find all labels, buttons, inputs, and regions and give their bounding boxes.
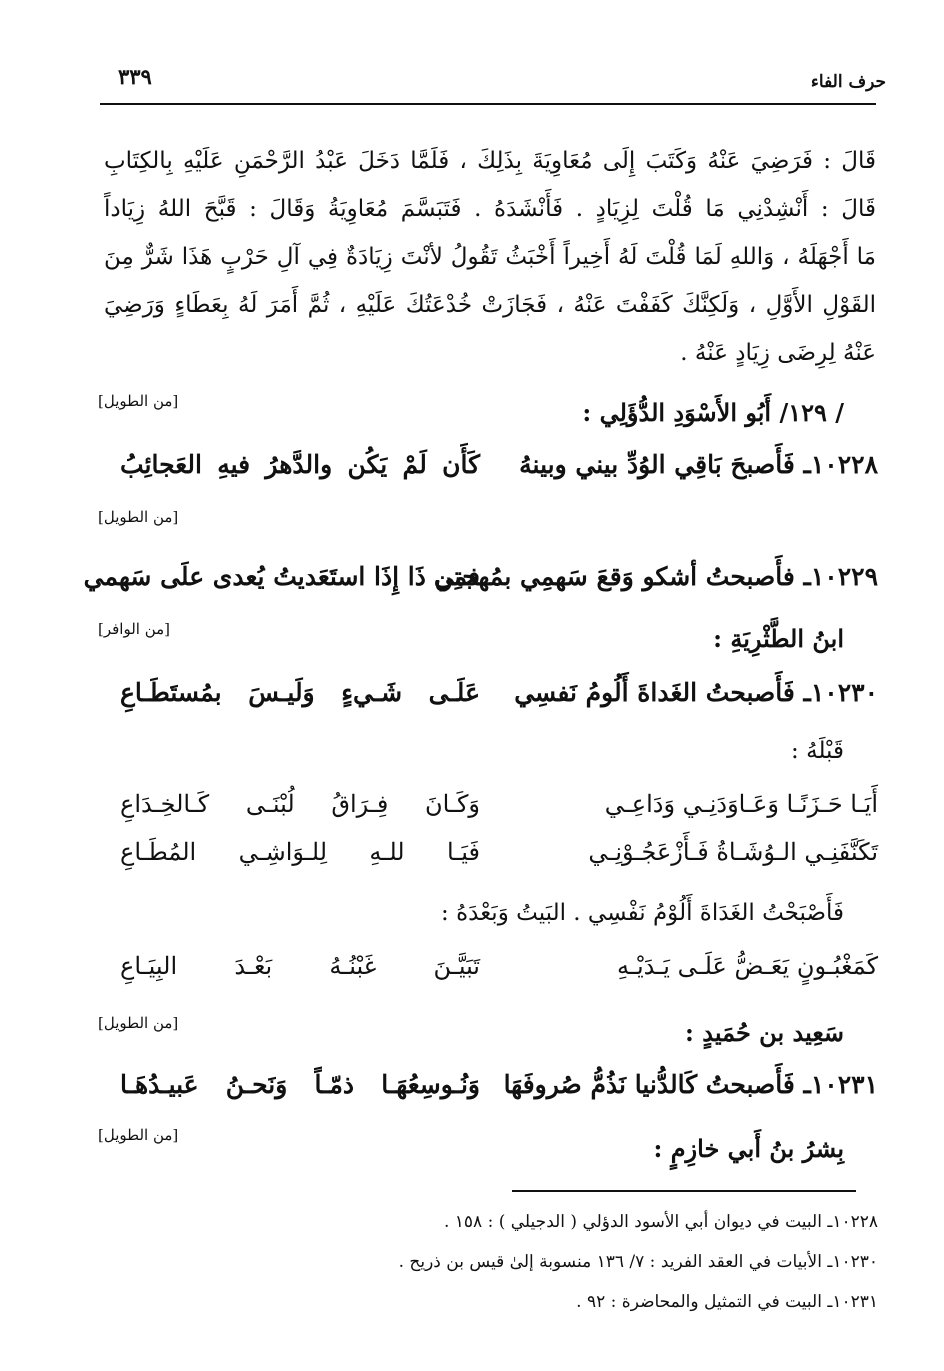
- verse-second-hemistich: عَلَـى شَـيءٍ وَلَيـسَ بمُستَطَـاعِ: [120, 678, 480, 707]
- meter-label: [من الوافر]: [98, 620, 171, 638]
- intro-line-2: قَالَ : أَنْشِدْنِي مَا قُلْتَ لِزِيَادٍ . فَأَنْشَدَهُ . فَتَبَسَّمَ مُعَاوِيَةُ وَقَالَ : قَبَّحَ اللهُ زِيَاداً: [104, 196, 876, 222]
- footnote-rule: [512, 1190, 856, 1192]
- verse-first-hemistich: كَمَغْبُـونٍ يَعَـضُّ عَلَـى يَـدَيْـهِ: [617, 952, 878, 980]
- verse-first-hemistich: ١٠٢٢٨ـ فَأَصبحَ بَاقِي الوُدِّ بيني وبينهُ: [519, 450, 878, 479]
- verse-first-hemistich: تَكَنَّفَنِـي الـوُشَـاةُ فَـأَزْعَجُـوْنِـي: [588, 838, 878, 866]
- footnote-10231: ١٠٢٣١ـ البيت في التمثيل والمحاضرة : ٩٢ .: [576, 1292, 878, 1312]
- meter-label: [من الطويل]: [98, 508, 179, 526]
- verse-10231: [120, 1070, 878, 1110]
- verse-10228: [120, 450, 878, 490]
- verse-second-hemistich: كَأَن لَمْ يَكُن والدَّهرُ فيهِ العَجائِبُ: [120, 450, 480, 479]
- after-line: فَأَصْبَحْتُ الغَدَاةَ أَلُوْمُ نَفْسِي . البَيتُ وَبَعْدَهُ :: [441, 900, 844, 926]
- verse-second-hemistich: فَيَـا للـهِ لِلـوَاشِـي المُطَـاعِ: [120, 838, 480, 866]
- meter-label: [من الطويل]: [98, 1126, 179, 1144]
- footnote-10230: ١٠٢٣٠ـ الأبيات في العقد الفريد : ٧/ ١٣٦ منسوبة إلىٰ قيس بن ذريح .: [398, 1252, 878, 1272]
- verse-10230: [120, 678, 878, 718]
- verse-second-hemistich: فمن ذَا إِذَا استَعَديتُ يُعدى علَى سَهمي: [83, 562, 480, 591]
- page-number: ٣٣٩: [118, 64, 152, 89]
- footnote-10228: ١٠٢٢٨ـ البيت في ديوان أبي الأسود الدؤلي ( الدجيلي ) : ١٥٨ .: [443, 1212, 878, 1232]
- intro-line-5: عَنْهُ لِرِضَى زِيَادٍ عَنْهُ .: [680, 340, 876, 366]
- verse-first-hemistich: ١٠٢٢٩ـ فأَصبحتُ أشكو وَقعَ سَهمِي بمُهجتِي: [433, 562, 878, 591]
- meter-label: [من الطويل]: [98, 392, 179, 410]
- verse-first-hemistich: ١٠٢٣١ـ فَأَصبحتُ كَالدُّنيا نَذُمُّ صُروفَهَا: [503, 1070, 878, 1099]
- verse-second-hemistich: وَكَـانَ فِـرَاقُ لُبْنَـى كَـالخِـدَاعِ: [120, 790, 480, 818]
- poet-heading-said: سَعِيد بن حُمَيدٍ :: [685, 1018, 844, 1047]
- verse-first-hemistich: أَيَـا حَـزَنًـا وَعَـاوَدَنِـي وَدَاعِـي: [604, 790, 878, 818]
- qablahu-label: قَبْلَهُ :: [791, 738, 844, 764]
- verse-before-1: [120, 790, 878, 830]
- verse-before-2: [120, 838, 878, 878]
- verse-after: [120, 952, 878, 992]
- poet-heading-abu-al-aswad: / ١٢٩/ أَبُو الأَسْوَدِ الدُّؤَلِي :: [582, 398, 844, 427]
- chapter-title: حرف الفاء: [810, 72, 886, 92]
- poet-heading-ibn-altathriya: ابنُ الطَّثْرِيَةِ :: [713, 624, 844, 653]
- verse-second-hemistich: تَبَيَّـنَ غَبْنُـهُ بَعْـدَ البِيَـاعِ: [120, 952, 480, 980]
- header-rule: [100, 103, 876, 105]
- verse-first-hemistich: ١٠٢٣٠ـ فَأَصبحتُ الغَداةَ أَلُومُ نَفسِي: [514, 678, 878, 707]
- verse-second-hemistich: وَنُـوسِعُهَـا ذمّـاً وَنَحـنُ عَبيـدُهَـا: [120, 1070, 480, 1099]
- poet-heading-bishr: بِشرُ بنُ أَبي خازِمٍ :: [653, 1134, 844, 1163]
- verse-10229: [83, 562, 878, 602]
- intro-line-1: قَالَ : فَرَضِيَ عَنْهُ وَكَتَبَ إِلَى مُعَاوِيَةَ بِذَلِكَ ، فَلَمَّا دَخَلَ عَبْدُ الرَّحْمَنِ عَلَيْهِ بِالكِتَابِ: [104, 148, 876, 174]
- intro-line-4: القَوْلِ الأَوَّلِ ، وَلَكِنَّكَ كَفَفْتَ عَنْهُ ، فَجَازَتْ خُدْعَتُكَ عَلَيْهِ ، ثُمَّ أَمَرَ لَهُ بِعَطَاءٍ وَرَضِيَ: [104, 292, 876, 318]
- intro-line-3: مَا أَجْهَلَهُ ، وَاللهِ لَمَا قُلْتَ لَهُ أَخِيراً أَخْبَثُ تَقُولُ لأنْتَ زِيَادَةٌ فِي آلِ حَرْبٍ هَذَا شَرٌّ مِنَ: [104, 244, 876, 270]
- meter-label: [من الطويل]: [98, 1014, 179, 1032]
